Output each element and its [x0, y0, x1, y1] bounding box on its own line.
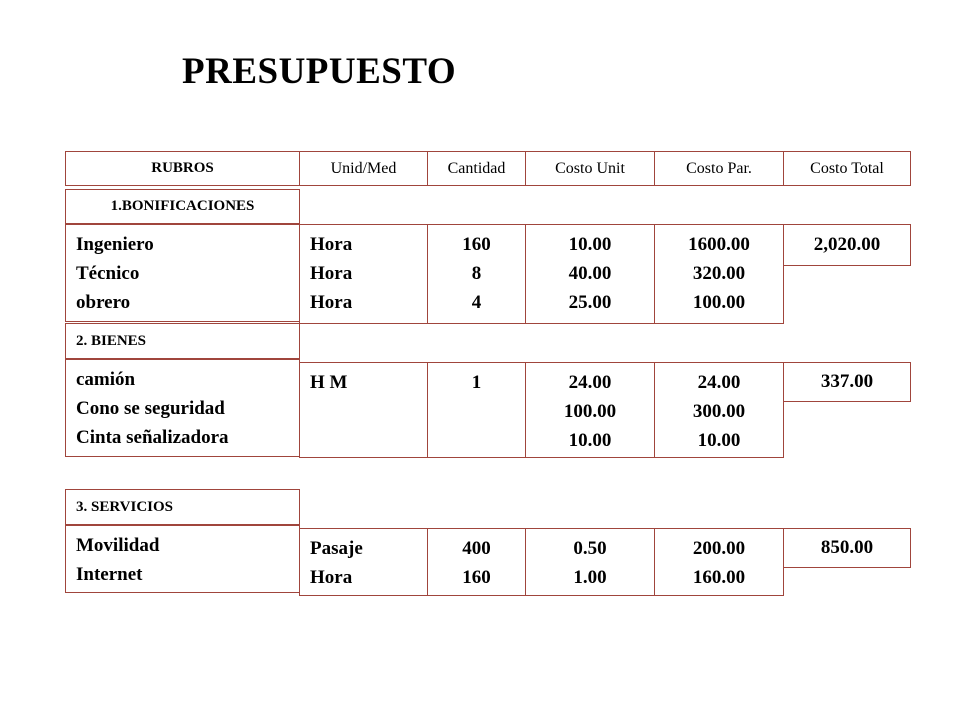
unid-cell-bonificaciones [299, 224, 428, 324]
items-cell-bienes [65, 359, 300, 457]
costo-unit-value: 24.00 [568, 372, 612, 393]
item-name: Cono se seguridad [76, 398, 225, 419]
items-cell-bonificaciones [65, 224, 300, 322]
header-costo-unit: Costo Unit [525, 151, 655, 186]
costo-unit-value: 40.00 [568, 263, 612, 284]
item-name: camión [76, 369, 136, 390]
cantidad-value: 4 [471, 292, 482, 313]
unid-value: H M [310, 372, 348, 393]
costo-par-value: 300.00 [692, 401, 746, 422]
cantidad-cell-servicios [427, 528, 526, 596]
total-cell-bienes: 337.00 [783, 362, 911, 402]
cantidad-value: 160 [462, 234, 491, 255]
cantidad-value: 1 [471, 372, 482, 393]
items-cell-servicios [65, 525, 300, 593]
unid-value: Hora [310, 263, 353, 284]
item-name: Ingeniero [76, 234, 154, 255]
unid-value: Pasaje [310, 538, 363, 559]
unid-cell-servicios [299, 528, 428, 596]
costo-unit-value: 1.00 [573, 567, 607, 588]
cantidad-cell-bienes [427, 362, 526, 458]
costo-unit-cell-servicios [525, 528, 655, 596]
item-name: Movilidad [76, 535, 160, 556]
item-name: Internet [76, 564, 143, 585]
costo-par-value: 320.00 [692, 263, 746, 284]
header-rubros: RUBROS [65, 151, 300, 186]
costo-unit-cell-bienes [525, 362, 655, 458]
costo-par-value: 1600.00 [688, 234, 750, 255]
cantidad-cell-bonificaciones [427, 224, 526, 324]
costo-unit-value: 10.00 [568, 234, 612, 255]
costo-unit-cell-bonificaciones [525, 224, 655, 324]
costo-par-cell-bonificaciones [654, 224, 784, 324]
costo-unit-value: 25.00 [568, 292, 612, 313]
costo-par-value: 24.00 [697, 372, 741, 393]
costo-par-value: 100.00 [692, 292, 746, 313]
costo-par-value: 200.00 [692, 538, 746, 559]
header-costo-par: Costo Par. [654, 151, 784, 186]
costo-par-value: 160.00 [692, 567, 746, 588]
header-cantidad: Cantidad [427, 151, 526, 186]
cantidad-value: 8 [471, 263, 482, 284]
unid-value: Hora [310, 567, 353, 588]
unid-cell-bienes [299, 362, 428, 458]
item-name: Cinta señalizadora [76, 427, 229, 448]
costo-par-cell-bienes [654, 362, 784, 458]
cantidad-value: 400 [462, 538, 491, 559]
section-label-bonificaciones: 1.BONIFICACIONES [65, 189, 300, 224]
total-cell-bonificaciones: 2,020.00 [783, 224, 911, 266]
costo-unit-value: 10.00 [568, 430, 612, 451]
header-unid-med: Unid/Med [299, 151, 428, 186]
costo-unit-value: 100.00 [563, 401, 617, 422]
unid-value: Hora [310, 292, 353, 313]
item-name: obrero [76, 292, 131, 313]
cantidad-value: 160 [462, 567, 491, 588]
header-costo-total: Costo Total [783, 151, 911, 186]
unid-value: Hora [310, 234, 353, 255]
item-name: Técnico [76, 263, 140, 284]
section-label-servicios: 3. SERVICIOS [65, 489, 300, 525]
total-cell-servicios: 850.00 [783, 528, 911, 568]
costo-unit-value: 0.50 [573, 538, 607, 559]
costo-par-cell-servicios [654, 528, 784, 596]
section-label-bienes: 2. BIENES [65, 323, 300, 359]
page-title: PRESUPUESTO [182, 51, 457, 92]
costo-par-value: 10.00 [697, 430, 741, 451]
